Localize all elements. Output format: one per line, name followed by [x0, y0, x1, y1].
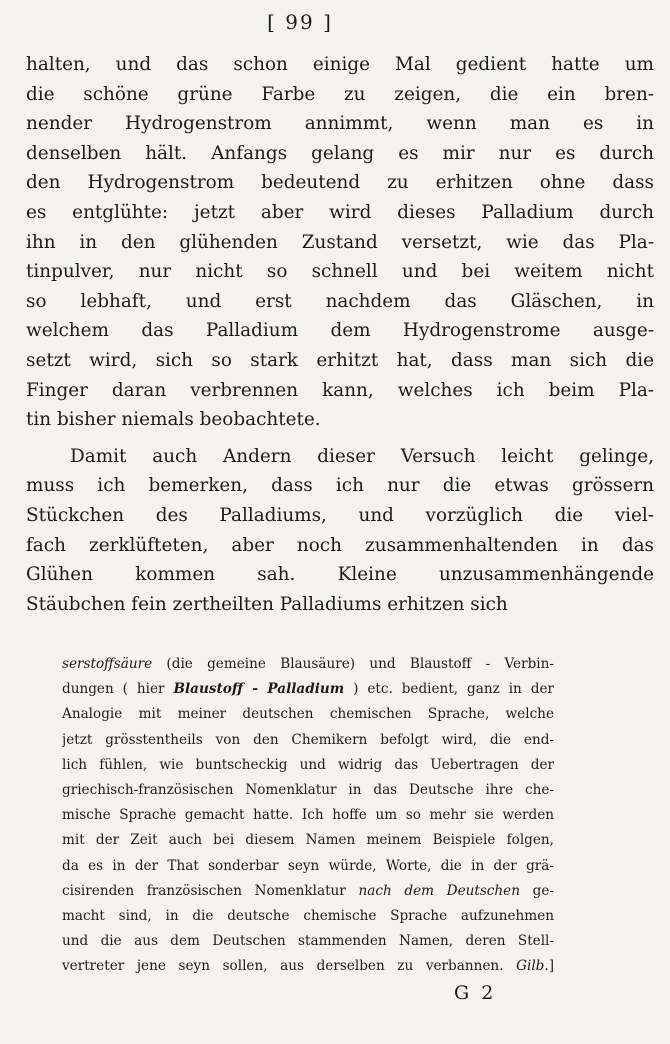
text-line: so lebhaft, und erst nachdem das Gläschen, in: [26, 290, 654, 312]
text-line: tin bisher niemals beobachtete.: [26, 409, 321, 431]
text-line: welchem das Palladium dem Hydrogenstrome ausge-: [26, 320, 654, 342]
text-line: Stäubchen fein zertheilten Palladiums erhitzen sich: [26, 593, 508, 615]
text-line: Glühen kommen sah. Kleine unzusammenhängende: [26, 564, 654, 586]
footnote-line: serstoffsäure (die gemeine Blausäure) und Blaustoff - Verbin-: [62, 656, 554, 672]
text-line: tinpulver, nur nicht so schnell und bei weitem nicht: [26, 261, 654, 283]
text-line: es entglühte: jetzt aber wird dieses Palladium durch: [26, 201, 654, 223]
footnote: [62, 652, 554, 980]
text-line: setzt wird, sich so stark erhitzt hat, dass man sich die: [26, 349, 654, 371]
footnote-line: dungen ( hier Blaustoff - Palladium ) etc. bedient, ganz in der: [62, 681, 554, 698]
text-line: nender Hydrogenstrom annimmt, wenn man es in: [26, 113, 654, 135]
text-line: die schöne grüne Farbe zu zeigen, die ein bren-: [26, 83, 654, 105]
text-line: ihn in den glühenden Zustand versetzt, wie das Pla-: [26, 231, 654, 253]
page-number: [ 99 ]: [267, 10, 333, 34]
footnote-line: und die aus dem Deutschen stammenden Namen, deren Stell-: [62, 933, 554, 950]
footnote-line: mische Sprache gemacht hatte. Ich hoffe um so mehr sie werden: [62, 807, 554, 824]
signature-mark: G 2: [454, 982, 497, 1004]
text-line: Finger daran verbrennen kann, welches ich beim Pla-: [26, 379, 654, 401]
text-line: Damit auch Andern dieser Versuch leicht gelinge,: [70, 445, 654, 467]
paragraph-1: [26, 50, 654, 435]
footnote-line: griechisch-französischen Nomenklatur in das Deutsche ihre che-: [62, 782, 554, 799]
text-line: halten, und das schon einige Mal gedient hatte um: [26, 54, 654, 75]
footnote-line: da es in der That sonderbar seyn würde, Worte, die in der grä-: [62, 857, 554, 874]
paragraph-2: [26, 442, 654, 620]
text-line: fach zerklüfteten, aber noch zusammenhaltenden in das: [26, 534, 654, 556]
main-text: [26, 50, 654, 619]
text-line: muss ich bemerken, dass ich nur die etwas grössern: [26, 475, 654, 497]
footnote-line: jetzt grösstentheils von den Chemikern befolgt wird, die end-: [62, 731, 554, 748]
footnote-line: cisirenden französischen Nomenklatur nach dem Deutschen ge-: [62, 882, 554, 899]
text-line: denselben hält. Anfangs gelang es mir nur es durch: [26, 142, 654, 164]
footnote-line: Analogie mit meiner deutschen chemischen Sprache, welche: [62, 706, 554, 723]
footnote-line: vertreter jene seyn sollen, aus derselben zu verbannen. Gilb.]: [62, 958, 554, 975]
footnote-line: macht sind, in die deutsche chemische Sprache aufzunehmen: [62, 908, 554, 925]
footnote-line: mit der Zeit auch bei diesem Namen meinem Beispiele folgen,: [62, 832, 554, 849]
text-line: Stückchen des Palladiums, und vorzüglich die viel-: [26, 504, 654, 526]
text-line: den Hydrogenstrom bedeutend zu erhitzen ohne dass: [26, 172, 654, 194]
footnote-line: lich fühlen, wie buntscheckig und widrig das Uebertragen der: [62, 756, 554, 773]
